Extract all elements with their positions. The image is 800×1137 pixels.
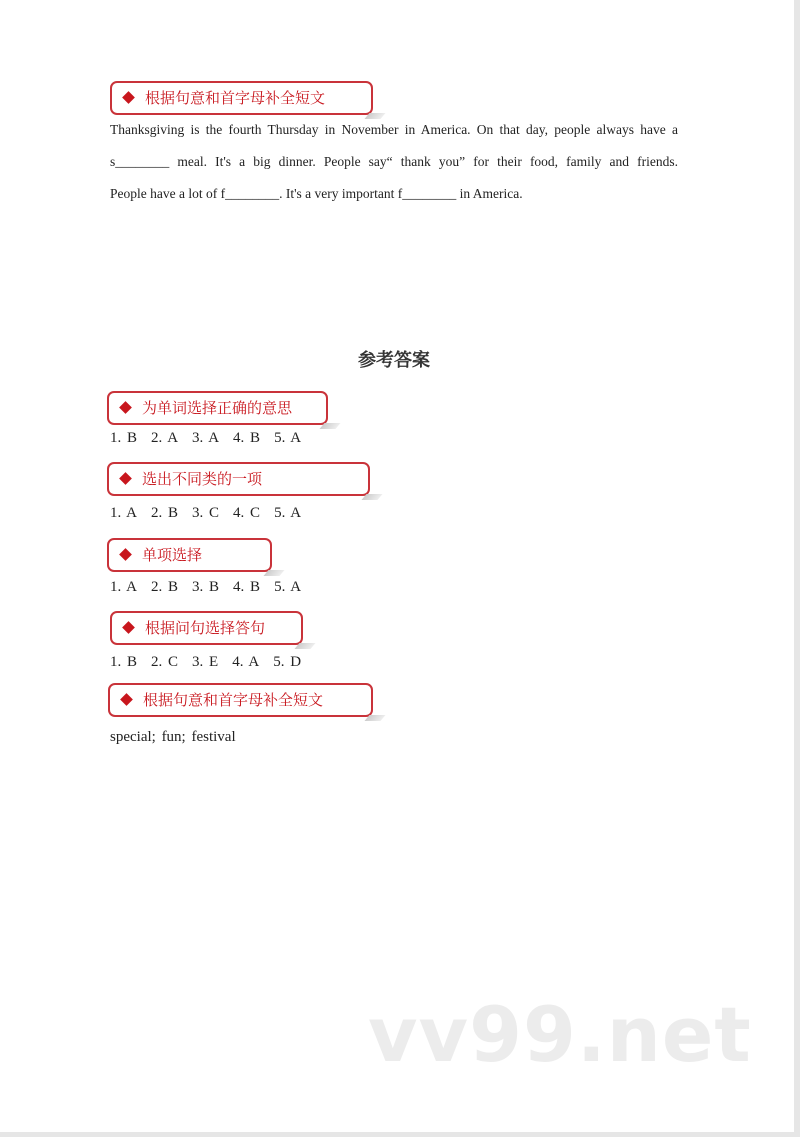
answer-row bbox=[110, 505, 315, 522]
section-header-label: 根据句意和首字母补全短文 bbox=[145, 89, 326, 107]
section-header bbox=[110, 611, 303, 645]
answer: 5. A bbox=[274, 505, 302, 521]
section-header bbox=[107, 462, 370, 496]
watermark: vv99.net bbox=[368, 990, 752, 1079]
diamond-icon bbox=[119, 548, 132, 561]
answer: 5. A bbox=[274, 579, 302, 595]
answer: 5. D bbox=[273, 654, 302, 670]
diamond-icon bbox=[122, 621, 135, 634]
diamond-icon bbox=[120, 693, 133, 706]
answer-row bbox=[110, 579, 315, 596]
answer: 3. B bbox=[192, 579, 220, 595]
answer-row bbox=[110, 654, 315, 671]
section-header bbox=[107, 538, 272, 572]
answer: 4. B bbox=[233, 430, 261, 446]
section-header-label: 根据句意和首字母补全短文 bbox=[143, 691, 324, 709]
answer: 3. A bbox=[192, 430, 220, 446]
passage-line: Thanksgiving is the fourth Thursday in November in America. On that day, people always have a bbox=[110, 122, 678, 137]
answer: 2. B bbox=[151, 579, 179, 595]
answer: special; fun; festival bbox=[110, 729, 236, 745]
answer: 1. A bbox=[110, 579, 138, 595]
section-header bbox=[107, 391, 328, 425]
section-header-label: 为单词选择正确的意思 bbox=[142, 399, 293, 417]
answer: 2. B bbox=[151, 505, 179, 521]
diamond-icon bbox=[119, 472, 132, 485]
section-header-label: 选出不同类的一项 bbox=[142, 470, 263, 488]
section-header-label: 单项选择 bbox=[142, 546, 203, 564]
diamond-icon bbox=[119, 401, 132, 414]
answer: 2. A bbox=[151, 430, 179, 446]
passage-line: People have a lot of f________. It's a very important f________ in America. bbox=[110, 186, 523, 201]
answer-row bbox=[110, 430, 315, 447]
answer: 3. C bbox=[192, 505, 220, 521]
answer: 2. C bbox=[151, 654, 179, 670]
answer: 4. B bbox=[233, 579, 261, 595]
section-header-cloze bbox=[110, 81, 373, 115]
page-edge bbox=[0, 1132, 800, 1137]
answer: 4. A bbox=[232, 654, 260, 670]
answer: 1. B bbox=[110, 654, 138, 670]
section-header-label: 根据问句选择答句 bbox=[145, 619, 266, 637]
answers-title: 参考答案 bbox=[358, 350, 430, 371]
answer: 1. A bbox=[110, 505, 138, 521]
answer: 1. B bbox=[110, 430, 138, 446]
page-edge bbox=[794, 0, 800, 1137]
answer: 3. E bbox=[192, 654, 219, 670]
passage-line: s________ meal. It's a big dinner. People say“ thank you” for their food, family and friends. bbox=[110, 154, 678, 169]
section-header bbox=[108, 683, 373, 717]
diamond-icon bbox=[122, 91, 135, 104]
answer-row bbox=[110, 729, 250, 746]
answer: 5. A bbox=[274, 430, 302, 446]
answer: 4. C bbox=[233, 505, 261, 521]
